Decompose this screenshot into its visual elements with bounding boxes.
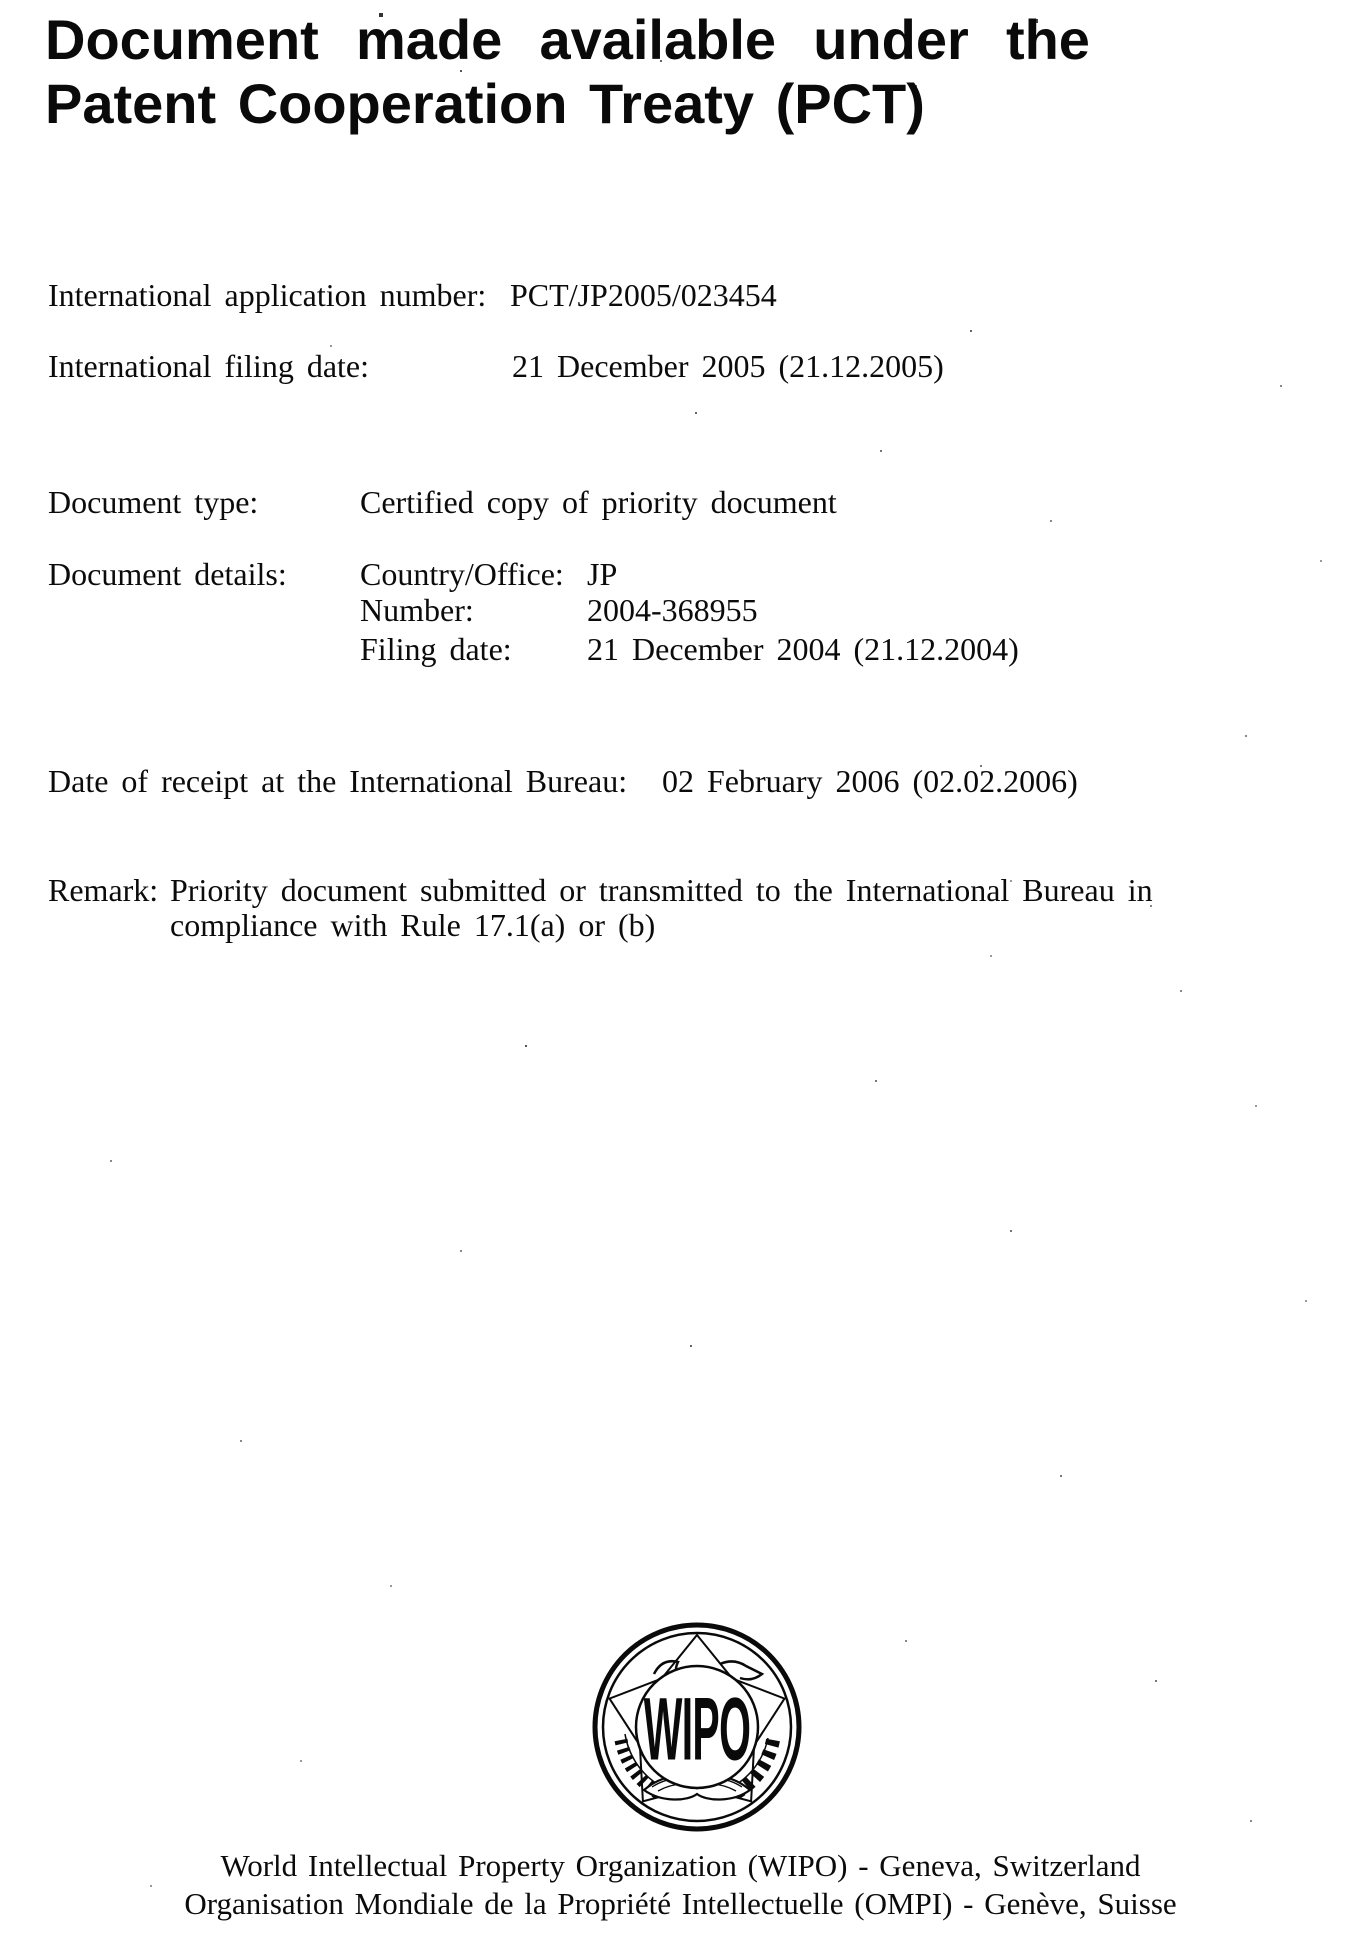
wipo-seal-icon (592, 1622, 802, 1833)
title-word: the (1005, 8, 1090, 71)
document-details-label: Document details: (48, 556, 287, 592)
remark-label: Remark: (48, 872, 159, 908)
document-type-value: Certified copy of priority document (360, 484, 837, 520)
filing-date-label: International filing date: (48, 348, 369, 384)
title-word: made (355, 8, 503, 71)
scan-noise (0, 0, 2, 2)
filing-date-value: 21 December 2005 (21.12.2005) (512, 348, 944, 384)
page-title-line1 (45, 7, 1090, 72)
footer-org-english: World Intellectual Property Organization (WIPO) - Geneva, Switzerland (220, 1848, 1141, 1883)
detail-filing-date-value: 21 December 2004 (21.12.2004) (587, 631, 1019, 667)
application-number-value: PCT/JP2005/023454 (510, 277, 777, 313)
title-word: under (813, 8, 969, 71)
wipo-seal-text: WIPO (643, 1678, 751, 1779)
country-office-label: Country/Office: (360, 556, 564, 592)
receipt-date-label: Date of receipt at the International Bureau: (48, 763, 628, 799)
remark-line2: compliance with Rule 17.1(a) or (b) (170, 907, 656, 943)
number-value: 2004-368955 (587, 592, 758, 628)
remark-line1: Priority document submitted or transmitted to the International Bureau in (170, 872, 1153, 908)
title-word: Document (45, 8, 319, 71)
detail-filing-date-label: Filing date: (360, 631, 512, 667)
application-number-label: International application number: (48, 277, 487, 313)
document-type-label: Document type: (48, 484, 259, 520)
page-title-line2: Patent Cooperation Treaty (PCT) (45, 72, 925, 135)
country-office-value: JP (587, 556, 618, 592)
title-word: available (539, 8, 777, 71)
receipt-date-value: 02 February 2006 (02.02.2006) (662, 763, 1078, 799)
number-label: Number: (360, 592, 474, 628)
footer-org-french: Organisation Mondiale de la Propriété Intellectuelle (OMPI) - Genève, Suisse (184, 1886, 1177, 1921)
